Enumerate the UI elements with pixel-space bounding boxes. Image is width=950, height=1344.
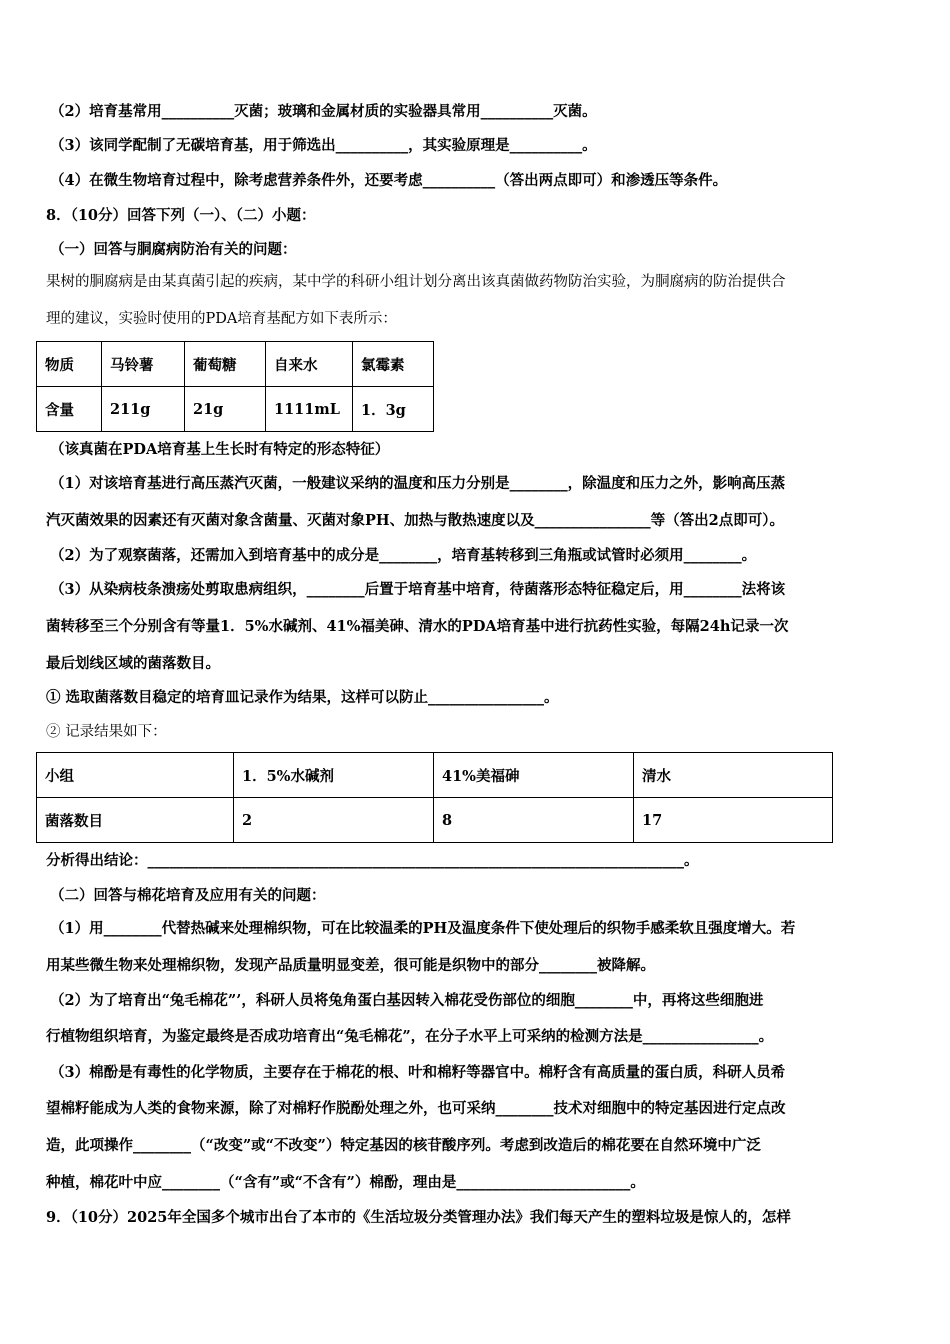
table-cell: 41%美福砷 [434,753,634,798]
question-7-3: （3）该同学配制了无碳培育基，用于筛选出__________，其实验原理是__________。 [50,137,597,154]
cotton-3-line-3: 造，此项操作________（“改变”或“不改变”）特定基因的核苷酸序列。考虑到改造后的棉花要在自然环境中广泛 [46,1137,761,1154]
part-1-line-2: 汽灭菌效果的因素还有灭菌对象含菌量、灭菌对象PH、加热与散热速度以及________________等（答出2点即可）。 [46,512,784,529]
intro-line-1: 果树的胴腐病是由某真菌引起的疾病，某中学的科研小组计划分离出该真菌做药物防治实验，为胴腐病的防治提供合 [46,274,786,290]
medium-note: （该真菌在PDA培育基上生长时有特定的形态特征） [50,441,390,458]
table-cell: 1111mL [266,387,353,432]
table-cell: 1．5%水碱剂 [234,753,434,798]
table-cell: 21g [185,387,266,432]
question-7-2: （2）培育基常用__________灭菌；玻璃和金属材质的实验器具常用__________灭菌。 [50,103,597,120]
table-cell: 小组 [37,753,234,798]
part-3-line-3: 最后划线区域的菌落数目。 [46,655,220,672]
question-9-heading: 9．（10分）2025年全国多个城市出台了本市的《生活垃圾分类管理办法》我们每天产生的塑料垃圾是惊人的，怎样 [46,1209,791,1226]
section-two-heading: （二）回答与棉花培育及应用有关的问题： [50,887,326,904]
table-cell: 物质 [37,342,102,387]
part-2-line: （2）为了观察菌落，还需加入到培育基中的成分是________，培育基转移到三角瓶或试管时必须用________。 [50,547,757,564]
intro-line-2: 理的建议，实验时使用的PDA培育基配方如下表所示： [46,311,397,327]
cotton-2-line-1: （2）为了培育出“兔毛棉花”’，科研人员将兔角蛋白基因转入棉花受伤部位的细胞________中，再将这些细胞进 [50,992,764,1009]
question-7-4: （4）在微生物培育过程中，除考虑营养条件外，还要考虑__________（答出两点即可）和渗透压等条件。 [50,172,728,189]
part-3-sub-2: ② 记录结果如下： [46,724,167,740]
table-cell: 葡萄糖 [185,342,266,387]
cotton-1-line-2: 用某些微生物来处理棉织物，发现产品质量明显变差，很可能是织物中的部分________被降解。 [46,957,655,974]
part-1-line-1: （1）对该培育基进行高压蒸汽灭菌，一般建议采纳的温度和压力分别是________，除温度和压力之外，影响高压蒸 [50,475,786,492]
table-cell: 1．3g [353,387,434,432]
cotton-2-line-2: 行植物组织培育，为鉴定最终是否成功培育出“兔毛棉花”，在分子水平上可采纳的检测方法是________________。 [46,1028,774,1045]
table-cell: 8 [434,798,634,843]
table-row [37,798,833,843]
section-one-heading: （一）回答与胴腐病防治有关的问题： [50,241,297,258]
table-cell: 清水 [634,753,833,798]
table-cell: 氯霉素 [353,342,434,387]
part-3-sub-1: ① 选取菌落数目稳定的培育皿记录作为结果，这样可以防止________________。 [46,689,559,706]
table-cell: 含量 [37,387,102,432]
pda-medium-table [36,341,434,432]
resistance-result-table [36,752,833,843]
question-8-heading: 8．（10分）回答下列（一）、（二）小题： [46,207,316,224]
part-3-line-1: （3）从染病枝条溃疡处剪取患病组织，________后置于培育基中培育，待菌落形态特征稳定后，用________法将该 [50,581,786,598]
table-row [37,342,434,387]
table-cell: 菌落数目 [37,798,234,843]
cotton-1-line-1: （1）用________代替热碱来处理棉织物，可在比较温柔的PH及温度条件下使处理后的织物手感柔软且强度增大。若 [50,920,796,937]
table-cell: 17 [634,798,833,843]
table-cell: 自来水 [266,342,353,387]
cotton-3-line-4: 种植，棉花叶中应________（“含有”或“不含有”）棉酚，理由是________________________。 [46,1174,645,1191]
cotton-3-line-2: 望棉籽能成为人类的食物来源，除了对棉籽作脱酚处理之外，也可采纳________技术对细胞中的特定基因进行定点改 [46,1100,786,1117]
table-cell: 马铃薯 [102,342,185,387]
table-cell: 2 [234,798,434,843]
conclusion-line: 分析得出结论：__________________________________________________________________________。 [46,852,699,869]
table-row [37,753,833,798]
table-row [37,387,434,432]
table-cell: 211g [102,387,185,432]
part-3-line-2: 菌转移至三个分别含有等量1．5%水碱剂、41%福美砷、清水的PDA培育基中进行抗药性实验，每隔24h记录一次 [46,618,789,635]
cotton-3-line-1: （3）棉酚是有毒性的化学物质，主要存在于棉花的根、叶和棉籽等器官中。棉籽含有高质量的蛋白质，科研人员希 [50,1064,786,1081]
